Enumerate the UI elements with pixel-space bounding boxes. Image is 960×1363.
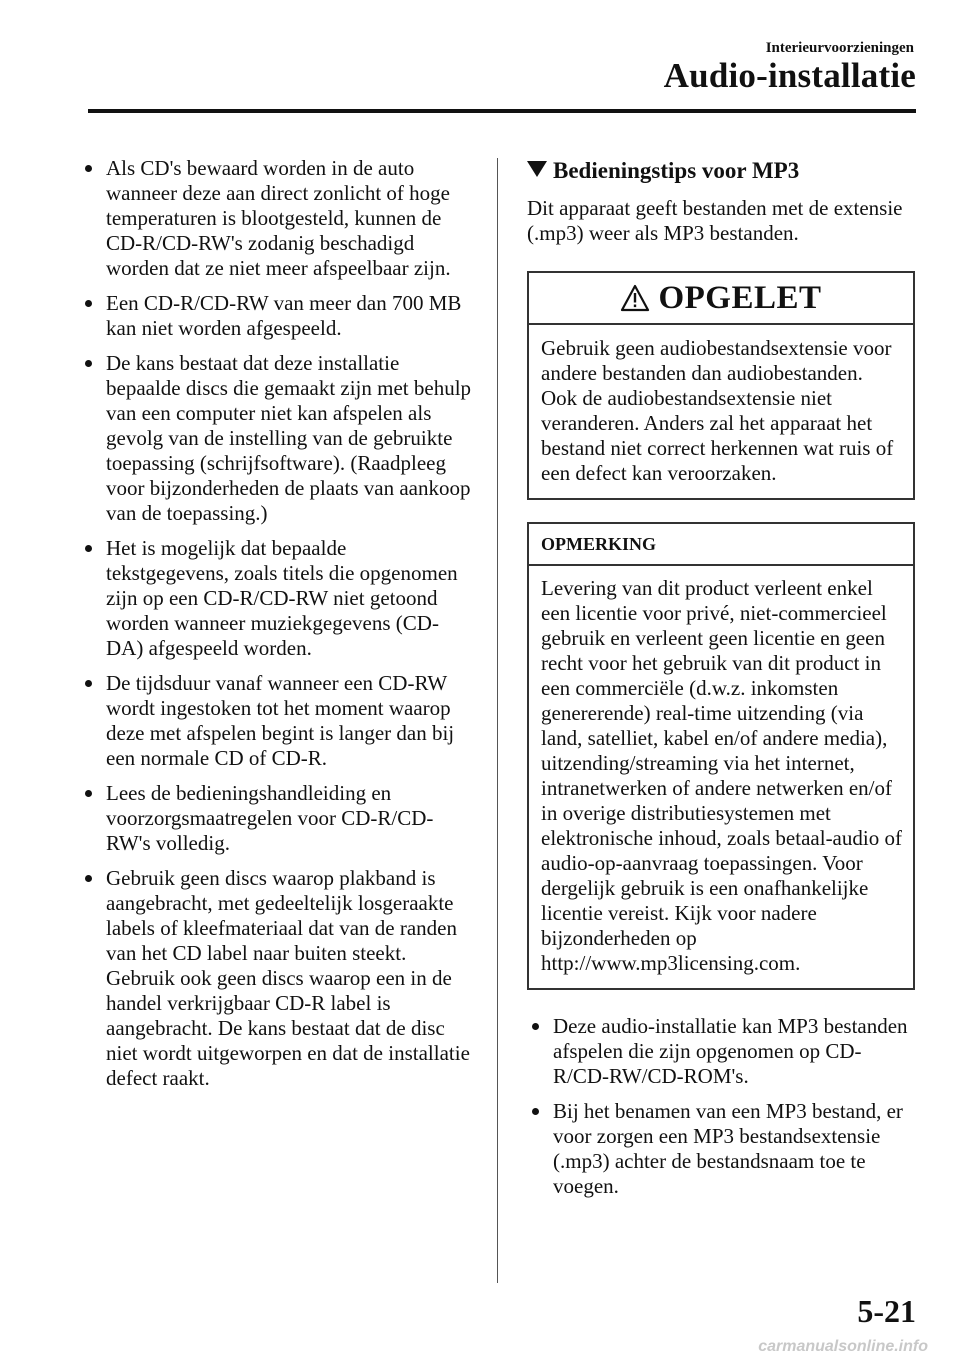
list-item-text: De tijdsduur vanaf wanneer een CD-RW wordt ingestoken tot het moment waarop deze met afspelen begint is langer dan bij een normale CD of CD-R.: [106, 671, 455, 770]
list-item-text: Lees de bedieningshandleiding en voorzorgsmaatregelen voor CD-R/CD-RW's volledig.: [106, 781, 434, 855]
caution-box: [527, 271, 915, 500]
bullet-dot-icon: [85, 360, 92, 367]
right-column: [527, 156, 915, 1209]
triangle-down-icon: [527, 161, 547, 177]
bullet-dot-icon: [85, 545, 92, 552]
list-item: [80, 536, 472, 661]
bullet-dot-icon: [85, 875, 92, 882]
bullet-dot-icon: [85, 790, 92, 797]
watermark: carmanualsonline.info: [758, 1338, 928, 1355]
list-item: [80, 291, 472, 341]
section-heading-text: Bedieningstips voor MP3: [553, 158, 800, 183]
caution-header: [529, 273, 913, 325]
bullet-dot-icon: [85, 300, 92, 307]
column-divider: [497, 158, 498, 1283]
list-item-text: Als CD's bewaard worden in de auto wanneer deze aan direct zonlicht of hoge temperaturen is blootgesteld, kunnen de CD-R/CD-RW's zodanig beschadigd worden dat ze niet meer afspeelbaar zijn.: [106, 156, 451, 280]
list-item: [527, 1099, 915, 1199]
warning-icon: [620, 284, 650, 312]
intro-paragraph: Dit apparaat geeft bestanden met de extensie (.mp3) weer als MP3 bestanden.: [527, 196, 903, 245]
right-bullet-list: [527, 1014, 915, 1199]
list-item: [527, 1014, 915, 1089]
section-label: Interieurvoorzieningen: [765, 40, 914, 56]
caution-title: OPGELET: [658, 279, 822, 316]
note-text: Levering van dit product verleent enkel een licentie voor privé, niet-commercieel gebruik en verleent geen licentie en geen recht voor het gebruik van dit product in een commerciële (d.w.z. inkomsten genererende) real-time uitzending (via land, satelliet, kabel en/of andere media), uitzending/streaming via het internet, intranetwerken of andere netwerken en/of in overige distributiesystemen met elektronische inhoud, zoals betaal-audio of audio-op-aanvraag toepassingen. Voor dergelijk gebruik is een onafhankelijke licentie vereist. Kijk voor nadere bijzonderheden op http://www.mp3licensing.com.: [541, 576, 902, 975]
bullet-dot-icon: [532, 1108, 539, 1115]
list-item: [80, 671, 472, 771]
bullet-dot-icon: [532, 1023, 539, 1030]
page-title: Audio-installatie: [663, 56, 916, 95]
left-bullet-list: [80, 156, 472, 1091]
list-item-text: De kans bestaat dat deze installatie bepaalde discs die gemaakt zijn met behulp van een computer niet kan afspelen als gevolg van de instelling van de gebruikte toepassing (schrijfsoftware). (Raadpleeg voor bijzonderheden de plaats van aankoop van de toepassing.): [106, 351, 472, 525]
bullet-dot-icon: [85, 680, 92, 687]
list-item-text: Deze audio-installatie kan MP3 bestanden afspelen die zijn opgenomen op CD-R/CD-RW/CD-ROM's.: [553, 1014, 908, 1088]
list-item: [80, 156, 472, 281]
list-item-text: Een CD-R/CD-RW van meer dan 700 MB kan niet worden afgespeeld.: [106, 291, 462, 340]
left-column: [80, 156, 472, 1101]
list-item-text: Bij het benamen van een MP3 bestand, er voor zorgen een MP3 bestandsextensie (.mp3) achter de bestandsnaam toe te voegen.: [553, 1099, 903, 1198]
list-item: [80, 351, 472, 526]
list-item-text: Gebruik geen discs waarop plakband is aangebracht, met gedeeltelijk losgeraakte labels of kleefmateriaal dat van de randen van het CD label naar buiten steekt. Gebruik ook geen discs waarop een in de handel verkrijgbaar CD-R label is aangebracht. De kans bestaat dat de disc niet wordt uitgeworpen en dat de installatie defect raakt.: [106, 866, 470, 1090]
section-heading: [527, 156, 915, 186]
caution-text: Gebruik geen audiobestandsextensie voor andere bestanden dan audiobestanden. Ook de audiobestandsextensie niet veranderen. Anders zal het apparaat het bestand niet correct herkennen wat ruis of een defect kan veroorzaken.: [541, 336, 894, 485]
list-item: [80, 781, 472, 856]
list-item: [80, 866, 472, 1091]
list-item-text: Het is mogelijk dat bepaalde tekstgegevens, zoals titels die opgenomen zijn op een CD-R/CD-RW niet getoond worden wanneer muziekgegevens (CD-DA) afgespeeld worden.: [106, 536, 458, 660]
header-rule: [88, 109, 916, 113]
page-number: 5-21: [857, 1293, 916, 1329]
bullet-dot-icon: [85, 165, 92, 172]
note-header: OPMERKING: [529, 524, 913, 566]
note-box: [527, 522, 915, 990]
